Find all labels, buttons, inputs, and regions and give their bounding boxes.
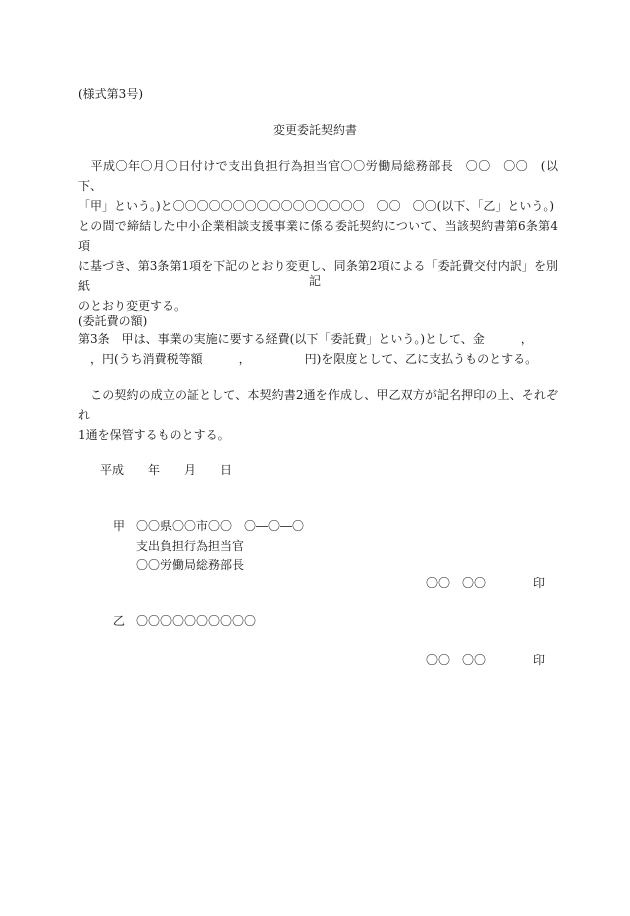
intro-line: 「甲」という。)と〇〇〇〇〇〇〇〇〇〇〇〇〇〇〇〇 〇〇 〇〇(以下、「乙」という。) bbox=[78, 199, 555, 213]
article-3 bbox=[78, 329, 558, 369]
intro-line: に基づき、第3条第1項を下記のとおり変更し、同条第2項による「委託費交付内訳」を別紙 bbox=[78, 259, 558, 293]
date-month: 月 bbox=[184, 463, 197, 477]
intro-line: のとおり変更する。 bbox=[78, 299, 187, 313]
intro-line: との間で締結した中小企業相談支援事業に係る委託契約について、当該契約書第6条第4項 bbox=[78, 219, 558, 253]
party-b-name: 〇〇 〇〇 bbox=[426, 653, 487, 667]
party-b-org: 〇〇〇〇〇〇〇〇〇〇 bbox=[136, 614, 257, 628]
party-a-title: 支出負担行為担当官 bbox=[136, 539, 245, 553]
party-b-label: 乙 bbox=[113, 614, 126, 628]
document-title: 変更委託契約書 bbox=[272, 123, 357, 137]
closing-paragraph bbox=[78, 385, 558, 445]
party-b-seal: 印 bbox=[533, 653, 546, 667]
closing-line: 1通を保管するものとする。 bbox=[78, 428, 230, 442]
intro-paragraph bbox=[78, 156, 558, 316]
party-a-department: 〇〇労働局総務部長 bbox=[136, 558, 245, 572]
party-a-seal: 印 bbox=[533, 576, 546, 590]
section-heading: (委託費の額) bbox=[78, 314, 148, 328]
form-number: (様式第3号) bbox=[78, 87, 143, 101]
article-line: ，円(うち消費税等額 ， 円)を限度として、乙に支払うものとする。 bbox=[78, 352, 538, 366]
ki-heading: 記 bbox=[308, 274, 321, 288]
closing-line: この契約の成立の証として、本契約書2通を作成し、甲乙双方が記名押印の上、それぞれ bbox=[78, 388, 558, 422]
date-day: 日 bbox=[220, 463, 233, 477]
article-line: 第3条 甲は、事業の実施に要する経費(以下「委託費」という。)として、金 ， bbox=[78, 332, 533, 346]
party-a-address: 〇〇県〇〇市〇〇 〇―〇―〇 bbox=[136, 519, 305, 533]
party-a-name: 〇〇 〇〇 bbox=[426, 576, 487, 590]
party-a-label: 甲 bbox=[113, 519, 126, 533]
intro-line: 平成〇年〇月〇日付けで支出負担行為担当官〇〇労働局総務部長 〇〇 〇〇 (以下、 bbox=[78, 159, 558, 193]
date-era: 平成 bbox=[100, 463, 125, 477]
date-year: 年 bbox=[148, 463, 161, 477]
